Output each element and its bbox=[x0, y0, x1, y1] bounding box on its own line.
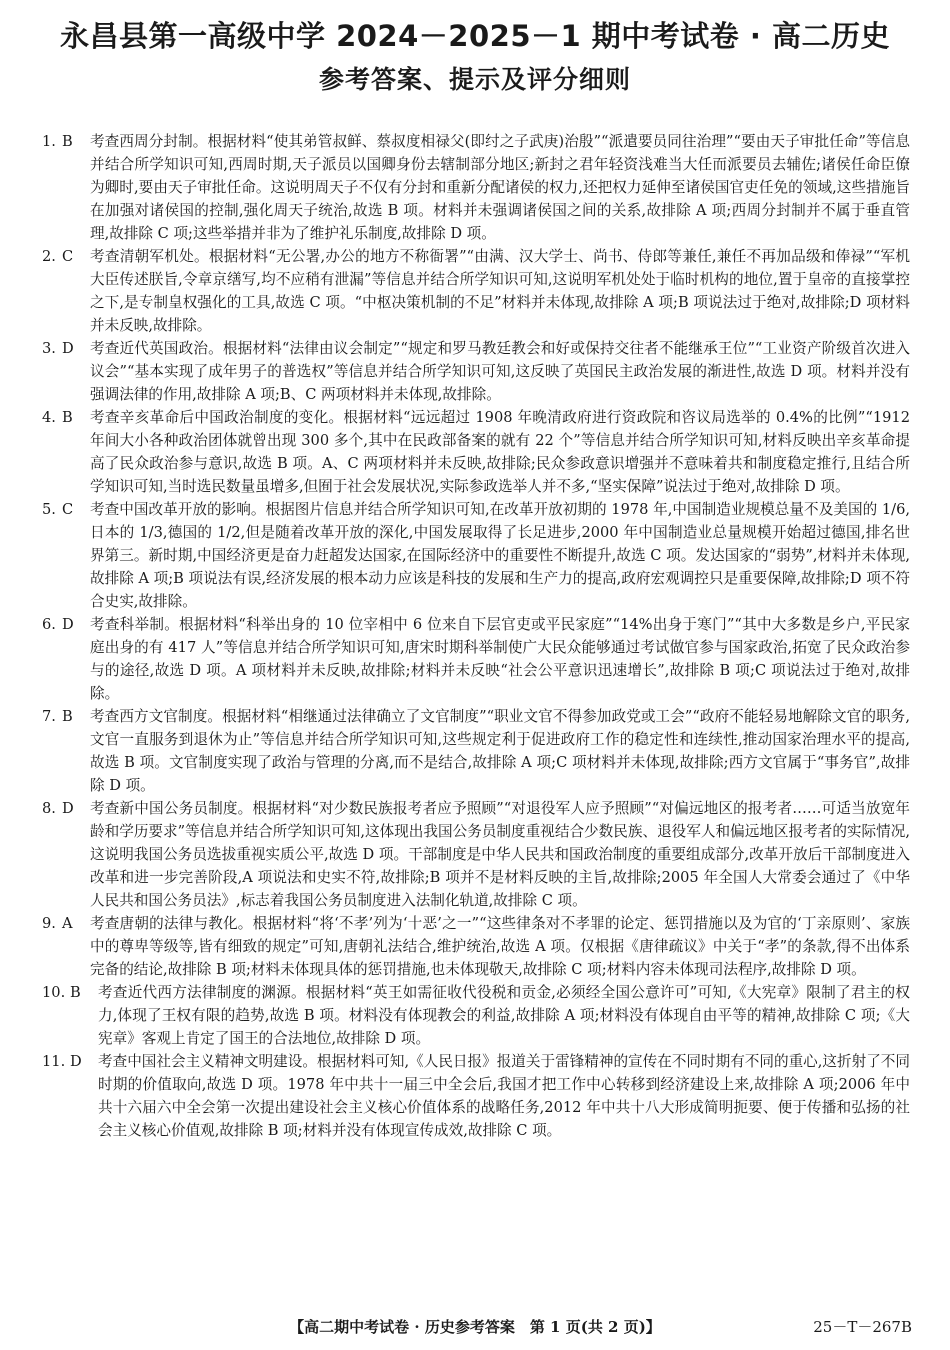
answer-letter: B bbox=[62, 708, 73, 725]
answer-explanation: 考查辛亥革命后中国政治制度的变化。根据材料“远远超过 1908 年晚清政府进行资政院和咨议局选举的 0.4%的比例”“1912 年间大小各种政治团体就曾出现 300 多个,其中在民政部备案的就有 22 个”等信息并结合所学知识可知,材料反映出辛亥革命提高了民众政治参与意识,故选 B 项。A、C 两项材料并未反映,故排除;民众参政意识增强并不意味着共和制度稳定推行,且结合所学知识可知,当时选民数量虽增多,但囿于社会发展状况,实际参政选举人并不多,“坚实保障”说法过于绝对,故排除 D 项。 bbox=[90, 409, 910, 495]
answer-letter: B bbox=[62, 133, 73, 150]
page-footer bbox=[0, 1316, 950, 1340]
answer-letter: D bbox=[62, 616, 74, 633]
answer-letter: A bbox=[62, 915, 73, 932]
answer-item-5 bbox=[42, 498, 910, 613]
question-number: 6. bbox=[42, 616, 56, 633]
answer-explanation: 考查西周分封制。根据材料“使其弟管叔鲜、蔡叔度相禄父(即纣之子武庚)治殷”“派遣要员同往治理”“要由天子审批任命”等信息并结合所学知识可知,西周时期,天子派员以国卿身份去辖制部分地区;新封之君年轻资浅难当大任而派要员去辅佐;诸侯任命臣僚为卿时,要由天子审批任命。这说明周天子不仅有分封和重新分配诸侯的权力,还把权力延伸至诸侯国官吏任免的领域,这些措施旨在加强对诸侯国的控制,强化周天子统治,故选 B 项。材料并未强调诸侯国之间的关系,故排除 A 项;西周分封制并不属于垂直管理,故排除 C 项;这些举措并非为了维护礼乐制度,故排除 D 项。 bbox=[90, 133, 910, 242]
answer-item-2 bbox=[42, 245, 910, 337]
footer-page-info: 【高二期中考试卷 · 历史参考答案 第 1 页(共 2 页)】 bbox=[289, 1318, 661, 1336]
answer-explanation: 考查清朝军机处。根据材料“无公署,办公的地方不称衙署”“由满、汉大学士、尚书、侍郎等兼任,兼任不再加品级和俸禄”“军机大臣传述朕旨,令章京缮写,均不应稍有泄漏”等信息并结合所学知识可知,这说明军机处处于临时机构的地位,置于皇帝的直接掌控之下,是专制皇权强化的工具,故选 C 项。“中枢决策机制的不足”材料并未体现,故排除 A 项;B 项说法过于绝对,故排除;D 项材料并未反映,故排除。 bbox=[90, 248, 910, 334]
answer-item-9 bbox=[42, 912, 910, 981]
answer-explanation: 考查科举制。根据材料“科举出身的 10 位宰相中 6 位来自下层官吏或平民家庭”“14%出身于寒门”“其中大多数是乡户,平民家庭出身的有 417 人”等信息并结合所学知识可知,唐宋时期科举制使广大民众能够通过考试做官参与国家政治,拓宽了民众政治参与的途径,故选 D 项。A 项材料并未反映,故排除;材料并未反映“社会公平意识迅速增长”,故排除 B 项;C 项说法过于绝对,故排除。 bbox=[90, 616, 910, 702]
answer-letter: D bbox=[70, 1053, 82, 1070]
answer-item-1 bbox=[42, 130, 910, 245]
question-number: 9. bbox=[42, 915, 56, 932]
answer-explanation: 考查近代英国政治。根据材料“法律由议会制定”“规定和罗马教廷教会和好或保持交往者不能继承王位”“工业资产阶级首次进入议会”“基本实现了成年男子的普选权”等信息并结合所学知识可知,这反映了英国民主政治发展的渐进性,故选 D 项。材料并没有强调法律的作用,故排除 A 项;B、C 两项材料并未体现,故排除。 bbox=[90, 340, 910, 403]
answer-letter: D bbox=[62, 800, 74, 817]
question-number: 11. bbox=[42, 1053, 66, 1070]
question-number: 8. bbox=[42, 800, 56, 817]
answer-item-3 bbox=[42, 337, 910, 406]
answer-letter: B bbox=[62, 409, 73, 426]
question-number: 1. bbox=[42, 133, 56, 150]
page-subtitle: 参考答案、提示及评分细则 bbox=[318, 65, 631, 94]
answer-letter: D bbox=[62, 340, 74, 357]
answer-item-7 bbox=[42, 705, 910, 797]
answer-explanation: 考查新中国公务员制度。根据材料“对少数民族报考者应予照顾”“对退役军人应予照顾”“对偏远地区的报考者……可适当放宽年龄和学历要求”等信息并结合所学知识可知,这体现出我国公务员制度重视结合少数民族、退役军人和偏远地区报考者的实际情况,这说明我国公务员选拔重视实质公平,故选 D 项。干部制度是中华人民共和国政治制度的重要组成部分,改革开放后干部制度进入改革和进一步完善阶段,A 项说法和史实不符,故排除;B 项并不是材料反映的主旨,故排除;2005 年全国人大常委会通过了《中华人民共和国公务员法》,标志着我国公务员制度进入法制化轨道,故排除 C 项。 bbox=[90, 800, 910, 909]
answer-explanation: 考查唐朝的法律与教化。根据材料“将‘不孝’列为‘十恶’之一”“这些律条对不孝罪的论定、惩罚措施以及为官的‘丁亲原则’、家族中的尊卑等级等,皆有细致的规定”可知,唐朝礼法结合,维护统治,故选 A 项。仅根据《唐律疏议》中关于“孝”的条款,得不出体系完备的结论,故排除 B 项;材料未体现具体的惩罚措施,也未体现敬天,故排除 C 项;材料内容未体现司法程序,故排除 D 项。 bbox=[90, 915, 910, 978]
question-number: 7. bbox=[42, 708, 56, 725]
answer-item-11 bbox=[42, 1050, 910, 1142]
answer-item-10 bbox=[42, 981, 910, 1050]
answer-explanation: 考查中国改革开放的影响。根据图片信息并结合所学知识可知,在改革开放初期的 1978 年,中国制造业规模总量不及美国的 1/6,日本的 1/3,德国的 1/2,但是随着改革开放的深化,中国发展取得了长足进步,2000 年中国制造业总量规模开始超过德国,排名世界第三。新时期,中国经济更是奋力赶超发达国家,在国际经济中的重要性不断提升,故选 C 项。发达国家的“弱势”,材料并未体现,故排除 A 项;B 项说法有误,经济发展的根本动力应该是科技的发展和生产力的提高,政府宏观调控只是重要保障,故排除;D 项不符合史实,故排除。 bbox=[90, 501, 910, 610]
question-number: 4. bbox=[42, 409, 56, 426]
question-number: 5. bbox=[42, 501, 56, 518]
answer-explanation: 考查近代西方法律制度的渊源。根据材料“英王如需征收代役税和贡金,必须经全国公意许可”可知,《大宪章》限制了君主的权力,体现了王权有限的趋势,故选 B 项。材料没有体现教会的利益,故排除 A 项;材料没有体现自由平等的精神,故排除 C 项;《大宪章》客观上肯定了国王的合法地位,故排除 D 项。 bbox=[98, 984, 910, 1047]
answer-list bbox=[42, 130, 910, 1142]
answer-explanation: 考查西方文官制度。根据材料“相继通过法律确立了文官制度”“职业文官不得参加政党或工会”“政府不能轻易地解除文官的职务,文官一直服务到退休为止”等信息并结合所学知识可知,这些规定利于促进政府工作的稳定性和连续性,推动国家治理水平的提高,故选 B 项。文官制度实现了政治与管理的分离,而不是结合,故排除 A 项;C 项材料并未体现,故排除;西方文官属于“事务官”,故排除 D 项。 bbox=[90, 708, 910, 794]
answer-item-4 bbox=[42, 406, 910, 498]
question-number: 3. bbox=[42, 340, 56, 357]
footer-paper-code: 25－T－267B bbox=[813, 1318, 912, 1336]
answer-item-8 bbox=[42, 797, 910, 912]
answer-item-6 bbox=[42, 613, 910, 705]
question-number: 10. bbox=[42, 984, 66, 1001]
question-number: 2. bbox=[42, 248, 56, 265]
page-title: 永昌县第一高级中学 2024－2025－1 期中考试卷 · 高二历史 bbox=[59, 19, 890, 53]
answer-letter: C bbox=[62, 248, 74, 265]
answer-explanation: 考查中国社会主义精神文明建设。根据材料可知,《人民日报》报道关于雷锋精神的宣传在不同时期有不同的重心,这折射了不同时期的价值取向,故选 D 项。1978 年中共十一届三中全会后,我国才把工作中心转移到经济建设上来,故排除 A 项;2006 年中共十六届六中全会第一次提出建设社会主义核心价值体系的战略任务,2012 年中共十八大形成简明扼要、便于传播和弘扬的社会主义核心价值观,故排除 B 项;材料并没有体现宣传成效,故排除 C 项。 bbox=[98, 1053, 910, 1139]
answer-letter: C bbox=[62, 501, 74, 518]
answer-letter: B bbox=[70, 984, 81, 1001]
